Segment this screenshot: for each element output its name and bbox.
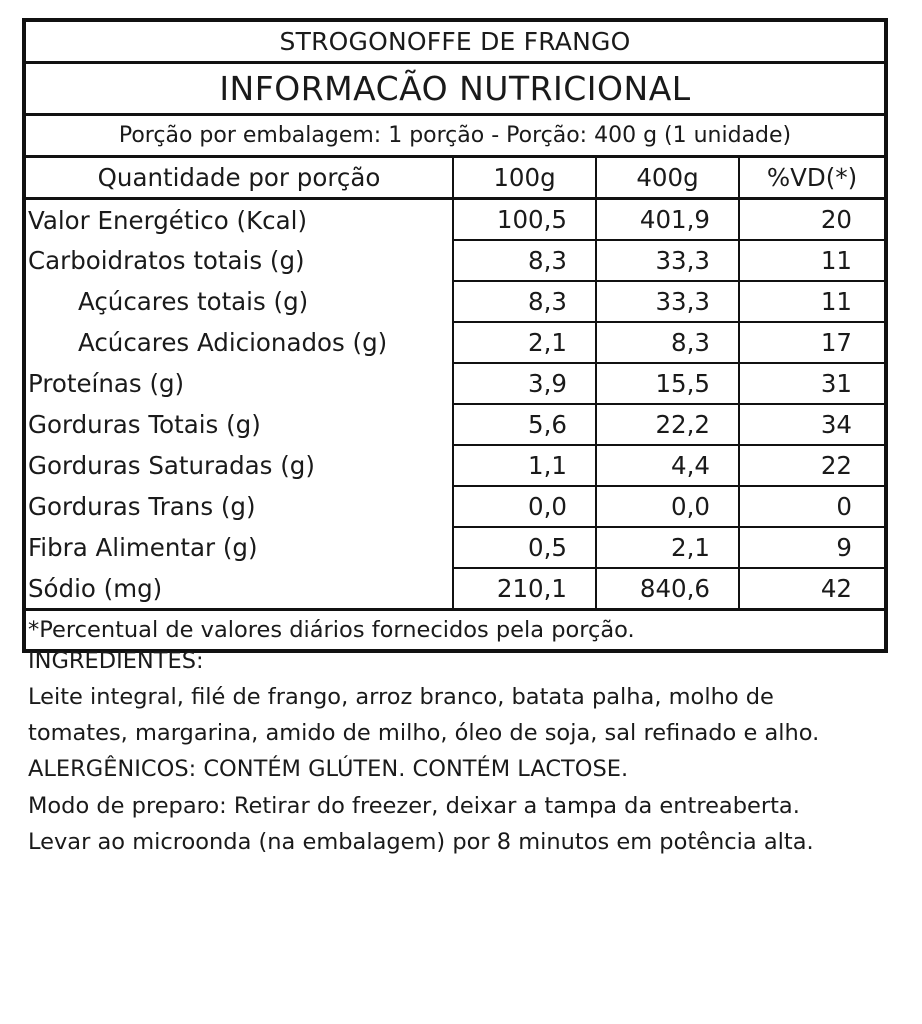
table-row [26, 404, 884, 445]
preparation-line-1: Modo de preparo: Retirar do freezer, deixar a tampa da entreaberta. [28, 793, 800, 819]
value-per-100g: 5,6 [453, 404, 596, 445]
value-per-100g: 210,1 [453, 568, 596, 610]
value-per-400g: 4,4 [596, 445, 739, 486]
value-per-400g: 2,1 [596, 527, 739, 568]
value-per-100g: 8,3 [453, 281, 596, 322]
nutrient-name: Fibra Alimentar (g) [28, 533, 258, 562]
value-daily-percent: 0 [739, 486, 884, 527]
ingredients-line-1: Leite integral, filé de frango, arroz branco, batata palha, molho de [28, 684, 774, 710]
value-daily-percent: 22 [739, 445, 884, 486]
value-per-400g: 33,3 [596, 281, 739, 322]
preparation-line-2: Levar ao microonda (na embalagem) por 8 minutos em potência alta. [28, 829, 814, 855]
table-row [26, 240, 884, 281]
value-per-400g: 22,2 [596, 404, 739, 445]
nutrient-name: Proteínas (g) [28, 369, 185, 398]
header-per-400g: 400g [596, 158, 739, 199]
portion-info: Porção por embalagem: 1 porção - Porção: 400 g (1 unidade) [26, 116, 884, 158]
nutrient-name: Valor Energético (Kcal) [28, 205, 308, 235]
value-daily-percent: 42 [739, 568, 884, 610]
nutrition-facts-label [22, 18, 888, 653]
table-row [26, 322, 884, 363]
value-per-100g: 8,3 [453, 240, 596, 281]
product-name: STROGONOFFE DE FRANGO [26, 22, 884, 64]
product-details [28, 643, 918, 860]
value-per-400g: 401,9 [596, 199, 739, 241]
table-row [26, 527, 884, 568]
daily-value-footnote: *Percentual de valores diários fornecidos pela porção. [28, 617, 635, 643]
value-daily-percent: 11 [739, 281, 884, 322]
value-daily-percent: 34 [739, 404, 884, 445]
nutrient-name: Sódio (mg) [26, 568, 453, 610]
table-row [26, 363, 884, 404]
nutrient-name: Acúcares Adicionados (g) [78, 328, 388, 357]
table-row [26, 445, 884, 486]
value-per-400g: 840,6 [596, 568, 739, 610]
table-row [26, 281, 884, 322]
allergens-statement: ALERGÊNICOS: CONTÉM GLÚTEN. CONTÉM LACTOSE. [28, 756, 629, 782]
value-daily-percent: 9 [739, 527, 884, 568]
value-daily-percent: 31 [739, 363, 884, 404]
table-header-row [26, 158, 884, 199]
value-per-400g: 33,3 [596, 240, 739, 281]
header-per-100g: 100g [453, 158, 596, 199]
table-row [26, 486, 884, 527]
value-daily-percent: 11 [739, 240, 884, 281]
value-daily-percent: 20 [739, 199, 884, 241]
nutrient-name: Gorduras Saturadas (g) [28, 451, 315, 480]
ingredients-heading: INGREDIENTES: [28, 648, 204, 674]
value-per-100g: 0,5 [453, 527, 596, 568]
ingredients-line-2: tomates, margarina, amido de milho, óleo de soja, sal refinado e alho. [28, 720, 820, 746]
nutrient-name: Açúcares totais (g) [78, 287, 309, 316]
value-per-100g: 3,9 [453, 363, 596, 404]
nutrition-table [26, 158, 884, 611]
value-per-100g: 100,5 [453, 199, 596, 241]
value-per-100g: 0,0 [453, 486, 596, 527]
nutrient-name: Gorduras Trans (g) [28, 492, 256, 521]
value-per-400g: 8,3 [596, 322, 739, 363]
value-per-100g: 2,1 [453, 322, 596, 363]
table-row [26, 568, 884, 610]
table-row [26, 199, 884, 241]
header-daily-value: %VD(*) [739, 158, 884, 199]
value-per-100g: 1,1 [453, 445, 596, 486]
panel-title: INFORMACÃO NUTRICIONAL [26, 64, 884, 116]
value-per-400g: 15,5 [596, 363, 739, 404]
value-per-400g: 0,0 [596, 486, 739, 527]
nutrient-name: Gorduras Totais (g) [28, 410, 261, 439]
value-daily-percent: 17 [739, 322, 884, 363]
nutrient-name: Carboidratos totais (g) [28, 246, 305, 275]
header-quantity: Quantidade por porção [26, 158, 453, 199]
